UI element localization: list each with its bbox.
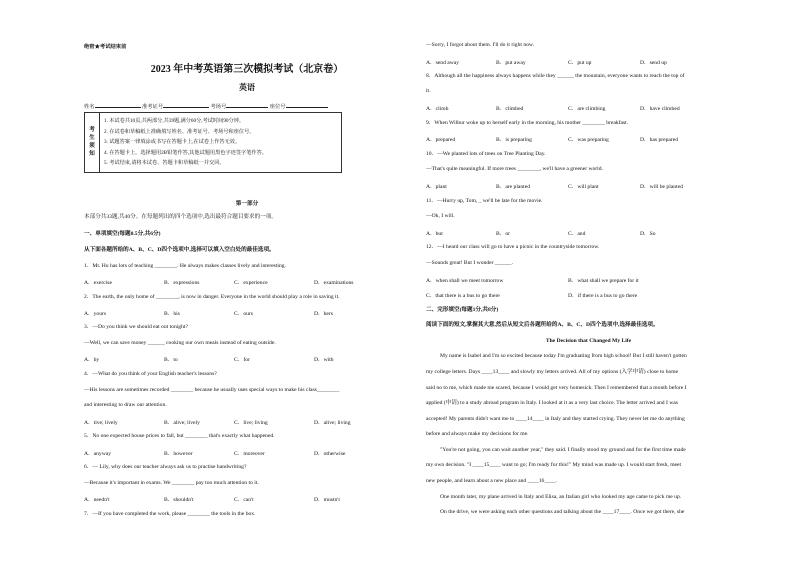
notice-line: 2. 在试卷和草稿纸上准确填写姓名、准考证号、考场号和座位号。 [104, 128, 255, 135]
passage-line: On the drive, we were asking each other questions and talking about the ____17____. Once we got there, she [440, 509, 685, 515]
option-d[interactable]: D．with [314, 357, 334, 363]
question-stem: 11．—Hurry up, Tom, _ we'll be late for the movie. [426, 198, 543, 204]
option-a[interactable]: A．yours [84, 311, 107, 317]
option-a[interactable]: A．when shall we meet tomorrow [426, 278, 504, 284]
question-stem: —Because it's important in exams. We ________ pay too much attention to it. [84, 480, 259, 486]
question-stem: —His lessons are sometimes recorded ________ because he usually uses special ways to make his class________ [84, 387, 340, 393]
question-stem: 9．When Wilbur woke up to herself early in the morning, his mother ________ breakfast. [426, 120, 629, 126]
page-title: 2023 年中考英语第三次模拟考试（北京卷） [150, 64, 344, 75]
section1-instruction: 从下面各题所给的A、B、C、D四个选项中,选择可以填入空白处的最佳选项。 [84, 247, 275, 253]
option-c[interactable]: C．and [568, 231, 586, 237]
passage-line: My name is Isabel and I'm so excited because today I'm graduating from high school! But I still haven't gotten [440, 353, 687, 359]
passage-line: said no to me, which made me scared, because I would get very homesick. Then I remembered that a month before I [426, 385, 687, 391]
exam-id-field-blank[interactable] [163, 101, 209, 108]
option-b[interactable]: B．what shall we prepare for it [568, 278, 639, 284]
passage-line: new people, and learn about a new place and ____16____. [426, 478, 557, 484]
seat-field-blank[interactable] [286, 101, 328, 108]
room-field-label: 考场号 [210, 104, 227, 110]
option-d[interactable]: D．will be planted [640, 184, 683, 190]
notice-line: 3. 试题答案一律填涂或书写在答题卡上,在试卷上作答无效。 [104, 139, 241, 145]
part1-intro: 本部分共33题,共40分。在每题列出的四个选项中,选出最符合题目要求的一项。 [84, 214, 277, 220]
option-c[interactable]: C．will plant [568, 184, 599, 190]
option-a[interactable]: A．plant [426, 184, 447, 190]
option-b[interactable]: B．his [164, 311, 180, 317]
option-c[interactable]: C．can't [234, 497, 254, 503]
question-stem: 5．No one expected house prices to fall, but ________ that's exactly what happened. [84, 433, 275, 439]
notice-line: 5. 考试结束,请将本试卷、答题卡和草稿纸一并交回。 [104, 160, 225, 166]
option-b[interactable]: B．climbed [496, 106, 524, 112]
exam-id-field-label: 准考证号 [141, 104, 164, 110]
option-b[interactable]: B．is preparing [496, 137, 532, 143]
option-d[interactable]: D．has prepared [640, 137, 679, 143]
passage-line: my own decision. "I ____15____ want to go; I'm ready for this!" My mind was made up. I would start fresh, meet [426, 462, 682, 468]
option-a[interactable]: A．send away [426, 60, 460, 66]
option-a[interactable]: A．anyway [84, 451, 112, 457]
question-stem: 12．—I heard our class will go to have a picnic in the countryside tomorrow. [426, 244, 600, 250]
passage-line: "You're not going, you can wait another year," they said. I finally stood my ground and for the first time made [440, 447, 686, 453]
question-stem: 2．The earth, the only home of ________, is now in danger. Everyone in the world should play a role in saving it. [84, 294, 340, 300]
option-b[interactable]: B．expressions [164, 280, 200, 286]
option-d[interactable]: D．examinations [314, 280, 354, 286]
option-a[interactable]: A．climb [426, 106, 449, 112]
question-stem: 4．—What do you think of your English teacher's lessons? [84, 371, 217, 377]
option-a[interactable]: A．needn't [84, 497, 110, 503]
notice-line: 1. 本试卷共10页,共两部分,共39题,满分60分,考试时间90分钟。 [104, 118, 245, 124]
option-d[interactable]: D．if there is a bus to go there [568, 293, 638, 299]
passage-line: my college letters. Days ____13____ and slowly my letters arrived. All of my options (入学申请) close to home [426, 369, 679, 375]
option-c[interactable]: C．that there is a bus to go there [426, 293, 500, 299]
option-d[interactable]: D．mustn't [314, 497, 340, 503]
notice-body [100, 113, 342, 173]
option-d[interactable]: D．So [640, 231, 656, 237]
passage-line: applied (申请) to a study abroad program in Italy. I looked at it as a very last choice. The letter arrived and I was [426, 400, 678, 406]
option-a[interactable]: A．by [84, 357, 100, 363]
section2-title: 二、完形填空(每题1分,共8分) [426, 307, 499, 313]
option-b[interactable]: B．shouldn't [164, 497, 194, 503]
option-d[interactable]: D．have climbed [640, 106, 680, 112]
name-field-blank[interactable] [95, 101, 141, 108]
option-b[interactable]: B．or [496, 231, 510, 237]
option-a[interactable]: A．but [426, 231, 443, 237]
passage-line: before and always make my decisions for me. [426, 431, 529, 437]
option-c[interactable]: C．for [234, 357, 250, 363]
question-stem: —Well, we can save money ______ cooking our own meals instead of eating outside. [84, 340, 276, 346]
question-stem: 8．Although all the happiness always happens while they ______ the mountain, everyone wants to reach the top of [426, 73, 685, 79]
notice-label: 考 生 须 知 [85, 113, 100, 173]
section2-instruction: 阅读下面的短文,掌握其大意,然后从短文后各题所给的A、B、C、D四个选项中,选择最佳选项。 [426, 322, 659, 328]
option-b[interactable]: B．put away [496, 60, 526, 66]
option-b[interactable]: B．to [164, 357, 178, 363]
seat-field-label: 座位号 [269, 104, 286, 110]
option-c[interactable]: C．ours [234, 311, 253, 317]
question-stem: 7．—If you have completed the work, please ________ the tools in the box. [84, 511, 256, 517]
option-c[interactable]: C．was preparing [568, 137, 609, 143]
passage-line: One month later, my plane arrived in Italy and Elisa, an Italian girl who looked my age came to pick me up. [440, 494, 682, 500]
passage-line: accepted! My parents didn't want me to ____14____ in Italy and they started crying. They never let me do anything [426, 416, 685, 422]
option-c[interactable]: C．moreover [234, 451, 265, 457]
question-stem: —Ok, I will. [426, 213, 455, 219]
secret-label: 绝密★考试结束前 [84, 44, 127, 50]
option-c[interactable]: C．are climbing [568, 106, 606, 112]
notice-box [84, 112, 342, 173]
option-a[interactable]: A．tive; lively [84, 420, 118, 426]
question-stem: 10．—We planted lots of trees on Tree Planting Day. [426, 151, 546, 157]
section1-title: 一、单项填空(每题0.5分,共6分) [84, 231, 161, 237]
part1-heading: 第一部分 [235, 201, 259, 207]
option-d[interactable]: D．send up [640, 60, 667, 66]
question-stem: and interesting to draw our attention. [84, 402, 167, 408]
question-stem: 3．—Do you think we should eat out tonight? [84, 324, 188, 330]
subject-title: 英语 [239, 83, 255, 92]
option-b[interactable]: B．however [164, 451, 193, 457]
name-field-label: 姓名 [84, 104, 95, 110]
question-stem: it. [426, 88, 431, 94]
room-field-blank[interactable] [226, 101, 268, 108]
question-stem: 1．Mr. Hu has lots of teaching ________. He always makes classes lively and interesting. [84, 263, 286, 269]
option-c[interactable]: C．put up [568, 60, 592, 66]
option-c[interactable]: C．live; living [234, 420, 268, 426]
info-fields-row [84, 101, 328, 110]
option-b[interactable]: B．are planted [496, 184, 531, 190]
option-a[interactable]: A．prepared [426, 137, 456, 143]
question-stem: —Sounds great! But I wonder ______. [426, 260, 514, 266]
question-stem: 6．— Lily, why does our teacher always ask us to practise handwriting? [84, 464, 247, 470]
option-a[interactable]: A．exercise [84, 280, 112, 286]
option-c[interactable]: C．experience [234, 280, 268, 286]
passage-title: The Decision that Changed My Life [545, 338, 632, 344]
question-stem: —That's quite meaningful. If more trees ________, we'll have a greener world. [426, 166, 603, 172]
option-d[interactable]: D．alive; living [314, 420, 351, 426]
question-stem: —Sorry, I forgot about them. I'll do it right now. [426, 42, 535, 48]
option-d[interactable]: D．hers [314, 311, 333, 317]
option-d[interactable]: D．otherwise [314, 451, 346, 457]
notice-line: 4. 在答题卡上，选择题用2B铅笔作答,其他试题用黑色字迹签字笔作答。 [104, 149, 267, 156]
option-b[interactable]: B．alive; lively [164, 420, 200, 426]
